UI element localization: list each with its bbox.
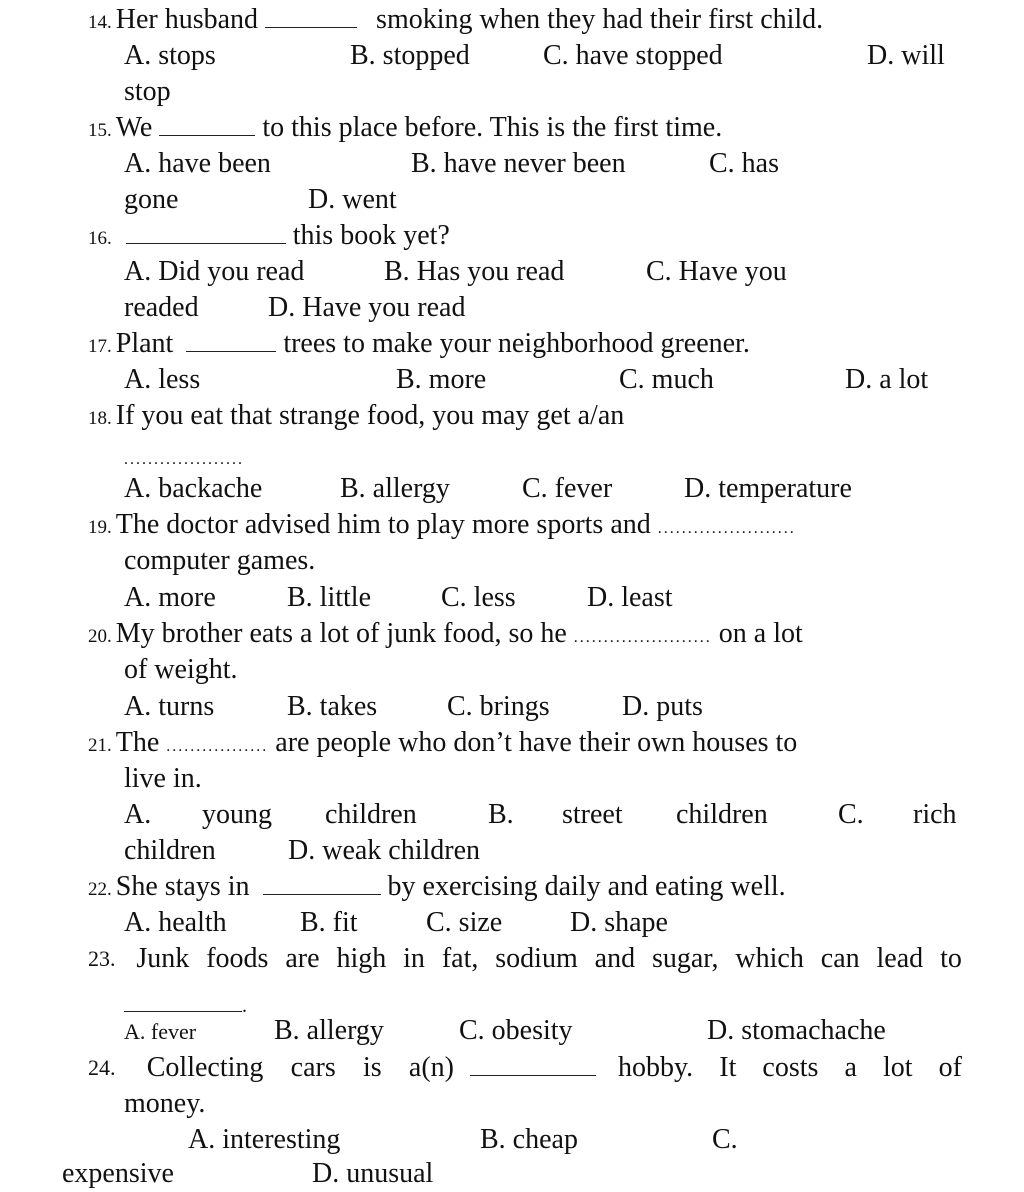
option-b: B. have never been (411, 148, 626, 179)
stem-continuation: of weight. (124, 654, 238, 685)
stem-text-post: to this place before. This is the first time. (262, 112, 723, 143)
option-a: A. Did you read (124, 256, 305, 287)
option-b: B. fit (300, 907, 358, 938)
stem-text-pre: Her husband (115, 4, 259, 35)
option-c: C. has (709, 148, 779, 179)
stem-word: is (362, 1052, 382, 1083)
question-19-stem (88, 507, 796, 547)
answer-dots: ....................... (657, 520, 796, 537)
question-21-stem (88, 725, 797, 765)
option-a: A. have been (124, 148, 271, 179)
question-16-stem (88, 218, 450, 257)
question-17-stem (88, 326, 750, 365)
stem-text-post: are people who don’t have their own houses to (275, 727, 798, 758)
stem-text-post: smoking when they had their first child. (376, 4, 824, 35)
answer-blank-wrap (470, 1050, 596, 1086)
answer-dots: ................. (166, 738, 269, 755)
answer-blank (126, 221, 286, 244)
stem-text-pre: My brother eats a lot of junk food, so he (115, 618, 567, 649)
option-c-cont: children (124, 835, 216, 866)
option-d: D. stomachache (707, 1015, 886, 1046)
question-number: 14. (88, 12, 112, 33)
option-a-text: A. fever (124, 1019, 197, 1044)
option-b: B. more (396, 364, 487, 395)
option-c: C. Have you (646, 256, 787, 287)
stem-text-pre: If you eat that strange food, you may get a/an (115, 400, 625, 431)
stem-word: sugar, (651, 943, 719, 974)
stem-word: a(n) (408, 1052, 454, 1083)
stem-word: fat, (441, 943, 479, 974)
option-d: D. unusual (312, 1158, 434, 1189)
stem-word: lead (876, 943, 924, 974)
option-c: C. obesity (459, 1015, 573, 1046)
stem-word: hobby. (618, 1052, 694, 1083)
question-14-stem (88, 2, 823, 41)
stem-word: high (336, 943, 387, 974)
question-number: 18. (88, 408, 112, 429)
stem-text-post: trees to make your neighborhood greener. (283, 328, 750, 359)
stem-word: can (820, 943, 860, 974)
option-b: B. takes (287, 691, 378, 722)
option-c-word: rich (913, 799, 957, 830)
stem-word: of (938, 1052, 962, 1083)
stem-word: which (735, 943, 804, 974)
question-24-stem-post (618, 1050, 962, 1086)
option-d: D. will (867, 40, 945, 71)
option-a: A. backache (124, 473, 263, 504)
option-a: A. less (124, 364, 201, 395)
answer-blank (186, 329, 276, 352)
question-number: 16. (88, 228, 112, 249)
answer-dots: ....................... (573, 629, 712, 646)
stem-word: Junk (136, 943, 190, 974)
option-d: D. a lot (845, 364, 929, 395)
answer-blank (470, 1053, 596, 1076)
option-d: D. went (308, 184, 397, 215)
stem-text-pre: She stays in (115, 871, 250, 902)
question-23-stem (88, 941, 962, 977)
option-d: D. Have you read (268, 292, 466, 323)
question-number: 15. (88, 120, 112, 141)
stem-word: lot (882, 1052, 913, 1083)
option-d: D. weak children (288, 835, 481, 866)
option-b: B. allergy (340, 473, 450, 504)
option-b: B. Has you read (384, 256, 565, 287)
question-15-stem (88, 110, 722, 149)
option-a: A. turns (124, 691, 215, 722)
option-b-word: children (676, 799, 768, 830)
option-c-cont: expensive (62, 1158, 174, 1189)
answer-blank (124, 989, 242, 1012)
question-18-stem (88, 398, 624, 437)
answer-blank (159, 113, 255, 136)
stem-continuation: live in. (124, 763, 202, 794)
question-number: 23. (88, 946, 116, 971)
option-c: C. less (441, 582, 516, 613)
stem-word: costs (762, 1052, 819, 1083)
question-number: 19. (88, 517, 112, 538)
question-number: 20. (88, 626, 112, 647)
stem-word: are (285, 943, 320, 974)
stem-text-post: this book yet? (292, 220, 450, 251)
question-20-stem (88, 616, 803, 656)
answer-blank-line: . (124, 986, 247, 1024)
stem-word: in (403, 943, 425, 974)
stem-word: It (719, 1052, 737, 1083)
stem-continuation: money. (124, 1088, 206, 1119)
question-number: 21. (88, 735, 112, 756)
option-c: C. have stopped (543, 40, 723, 71)
question-number: 17. (88, 336, 112, 357)
stem-text-post: on a lot (718, 618, 803, 649)
option-b: B. cheap (480, 1124, 578, 1155)
stem-word: Collecting (146, 1052, 264, 1083)
option-c-cont: readed (124, 292, 199, 323)
stem-text-post: by exercising daily and eating well. (387, 871, 786, 902)
option-b: B. allergy (274, 1015, 384, 1046)
stem-text-pre: The doctor advised him to play more sports and (115, 509, 651, 540)
option-c: C. size (426, 907, 503, 938)
stem-word: cars (290, 1052, 336, 1083)
option-d-cont: stop (124, 76, 171, 107)
question-22-stem (88, 869, 786, 908)
option-a: A. health (124, 907, 227, 938)
option-a-label: A. (124, 799, 152, 830)
stem-text-pre: We (115, 112, 153, 143)
option-d: D. puts (622, 691, 703, 722)
stem-word: and (594, 943, 636, 974)
question-24-stem-pre (88, 1050, 454, 1086)
stem-text-pre: Plant (115, 328, 174, 359)
answer-blank (265, 5, 357, 28)
stem-word: a (844, 1052, 857, 1083)
option-a-word: young (202, 799, 272, 830)
option-b: B. stopped (350, 40, 470, 71)
question-number: 22. (88, 879, 112, 900)
option-d: D. shape (570, 907, 668, 938)
option-a-word: children (325, 799, 417, 830)
option-c: C. fever (522, 473, 613, 504)
option-c-cont: gone (124, 184, 179, 215)
stem-text-pre: The (115, 727, 160, 758)
option-a: A. more (124, 582, 216, 613)
option-c-label: C. (838, 799, 864, 830)
stem-word: foods (206, 943, 269, 974)
option-a: A. stops (124, 40, 216, 71)
option-c: C. much (619, 364, 714, 395)
option-c: C. (712, 1124, 738, 1155)
answer-blank (263, 872, 381, 895)
stem-word: sodium (495, 943, 578, 974)
option-b: B. little (287, 582, 371, 613)
option-a (124, 1013, 196, 1050)
answer-dots: .................... (124, 451, 244, 468)
option-a: A. interesting (188, 1124, 341, 1155)
option-b-word: street (562, 799, 623, 830)
stem-word: to (940, 943, 962, 974)
stem-continuation: computer games. (124, 545, 316, 576)
question-number: 24. (88, 1055, 116, 1080)
option-d: D. least (587, 582, 673, 613)
option-d: D. temperature (684, 473, 852, 504)
option-b-label: B. (488, 799, 514, 830)
option-c: C. brings (447, 691, 550, 722)
